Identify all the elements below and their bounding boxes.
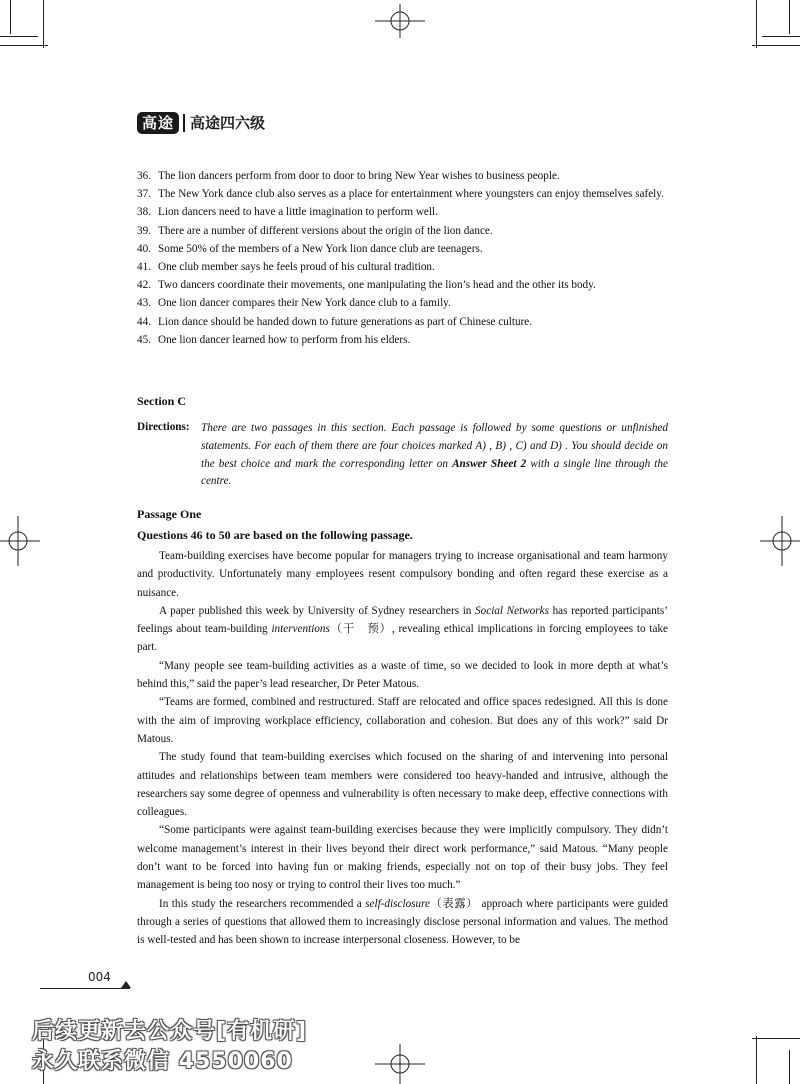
paragraph-5: The study found that team-building exercises which focused on the sharing of and intervening into personal attitudes and relationships between team members were considered too heavy-handed and intrusive, although the researchers say some degree of openness and vulnerability is often necessary to make deep, effective connections with colleagues.: [137, 751, 668, 819]
section-title: Section C: [137, 394, 186, 408]
statement-item: [137, 203, 668, 221]
vocab-term: self-disclosure: [365, 897, 431, 910]
brand-name: 高途四六级: [190, 114, 266, 132]
paragraph-7-text: approach where participants were guided through a series of questions that allowed them to increasingly disclose personal information and values. The method is well-tested and has been shown to increase interpersonal closeness. However, to be: [137, 897, 668, 947]
paragraph-7: [137, 895, 668, 950]
passage-body: [137, 547, 668, 950]
header-divider: [183, 114, 185, 132]
statement-text: One lion dancer compares their New York dance club to a family.: [158, 297, 451, 310]
directions-part2: with a single line through the centre.: [201, 457, 668, 488]
statement-item: [137, 276, 668, 294]
statement-list: [137, 167, 668, 349]
paragraph-2-text: has reported participants’ feelings about team-building: [137, 604, 668, 636]
statement-item: [137, 240, 668, 258]
statement-text: Lion dance should be handed down to future generations as part of Chinese culture.: [158, 315, 533, 328]
statement-number: 37.: [137, 188, 151, 201]
paragraph-6: “Some participants were against team-building exercises because they were implicitly compulsory. They didn’t welcome management’s interest in their lives beyond their direct work performance,” said Matous. “Many people don’t want to be forced into having fun or making friends, especially not on top of their busy jobs. They feel management is being too nosy or trying to control their lives too much.”: [137, 824, 668, 892]
registration-mark-left: [0, 516, 40, 566]
statement-text: There are a number of different versions about the origin of the lion dance.: [158, 224, 493, 237]
triangle-icon: [121, 981, 131, 988]
vocab-term: interventions: [271, 623, 330, 636]
watermark-line-1: 后续更新去公众号[有机研]: [32, 1019, 308, 1044]
statement-item: [137, 167, 668, 185]
statement-number: 42.: [137, 279, 151, 292]
statement-text: Two dancers coordinate their movements, one manipulating the lion’s head and the other its body.: [158, 279, 596, 292]
watermark-line-2: 永久联系微信 4550060: [32, 1049, 293, 1074]
statement-number: 43.: [137, 297, 151, 310]
directions-part1: There are two passages in this section. Each passage is followed by some questions or unfinished statements. For each of them there are four choices marked A) , B) , C) and D) . You should decide on the best choice and mark the corresponding letter on: [201, 422, 668, 470]
statement-text: Lion dancers need to have a little imagination to perform well.: [158, 206, 438, 219]
passage-title: Passage One: [137, 507, 202, 521]
statement-item: [137, 294, 668, 312]
statement-item: [137, 258, 668, 276]
registration-mark-top: [375, 4, 425, 38]
registration-mark-bottom: [375, 1044, 425, 1084]
paragraph-2: [137, 602, 668, 657]
statement-text: The New York dance club also serves as a place for entertainment where youngsters can enjoy themselves safely.: [158, 188, 664, 201]
statement-item: [137, 331, 668, 349]
directions-text: [201, 420, 668, 491]
paragraph-3: “Many people see team-building activities as a waste of time, so we decided to look in more depth at what’s behind this,” said the paper’s lead researcher, Dr Peter Matous.: [137, 659, 668, 691]
statement-text: One lion dancer learned how to perform from his elders.: [158, 333, 411, 346]
vocab-gloss: （干 预）: [329, 623, 392, 636]
page-number: 004: [88, 970, 111, 984]
statement-text: The lion dancers perform from door to door to bring New Year wishes to business people.: [158, 170, 560, 182]
statement-text: One club member says he feels proud of his cultural tradition.: [158, 261, 435, 274]
statement-number: 45.: [137, 333, 151, 346]
paragraph-2-text: A paper published this week by University of Sydney researchers in: [159, 604, 476, 617]
statement-number: 36.: [137, 170, 151, 182]
statement-number: 44.: [137, 315, 151, 328]
paragraph-1: Team-building exercises have become popular for managers trying to increase organisational and team harmony and productivity. Unfortunately many employees resent compulsory bonding and often regard these exercise as a nuisance.: [137, 550, 668, 599]
statement-item: [137, 313, 668, 331]
brand-logo: 高途: [137, 112, 179, 134]
registration-mark-right: [760, 516, 800, 566]
directions-answer-sheet: Answer Sheet 2: [452, 457, 527, 470]
paragraph-4: “Teams are formed, combined and restructured. Staff are relocated and office spaces redesigned. All this is done with the aim of improving workplace efficiency, collaboration and cohesion. But does any of this work?” said Dr Matous.: [137, 696, 668, 745]
statement-number: 39.: [137, 224, 151, 237]
statement-item: [137, 185, 668, 203]
statement-number: 38.: [137, 206, 151, 219]
statement-number: 41.: [137, 261, 151, 274]
passage-questions-line: Questions 46 to 50 are based on the following passage.: [137, 528, 413, 542]
statement-text: Some 50% of the members of a New York lion dance club are teenagers.: [158, 242, 483, 255]
statement-item: [137, 222, 668, 240]
statement-number: 40.: [137, 242, 151, 255]
vocab-gloss: （表露）: [430, 897, 479, 910]
journal-name: Social Networks: [475, 604, 549, 617]
page-number-rule: [40, 988, 130, 989]
paragraph-7-text: In this study the researchers recommended a: [159, 897, 366, 910]
directions-label: Directions:: [137, 421, 190, 433]
paragraph-2-text: , revealing ethical implications in forcing employees to take part.: [137, 623, 668, 654]
